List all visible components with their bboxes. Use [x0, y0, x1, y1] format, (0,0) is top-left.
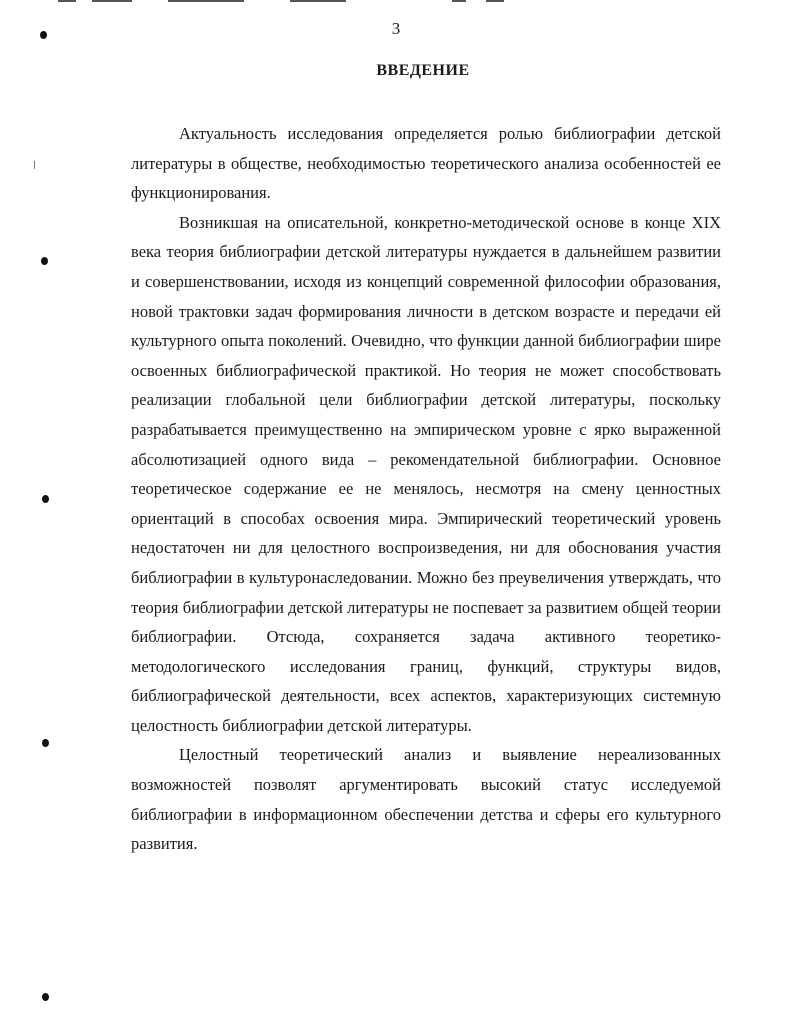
punch-hole-mark: [42, 739, 49, 747]
scan-artifact-tick: [34, 161, 35, 169]
scan-artifact-line: [92, 0, 132, 2]
punch-hole-mark: [41, 257, 48, 265]
section-title: ВВЕДЕНИЕ: [376, 62, 470, 79]
page-number: 3: [391, 19, 401, 38]
body-text: [131, 119, 721, 859]
scan-artifact-line: [168, 0, 244, 2]
paragraph: Целостный теоретический анализ и выявление нереализованных возможностей позволят аргументировать высокий статус исследуемой библиографии в информационном обеспечении детства и сферы его культурного развития.: [131, 745, 721, 854]
scan-artifact-line: [290, 0, 346, 2]
punch-hole-mark: [42, 495, 49, 503]
scan-artifact-line: [486, 0, 504, 2]
scan-artifact-line: [58, 0, 76, 2]
paragraph: Актуальность исследования определяется ролью библиографии детской литературы в обществе, необходимостью теоретического анализа особенностей ее функционирования.: [131, 124, 721, 203]
scan-artifact-line: [452, 0, 466, 2]
paragraph: Возникшая на описательной, конкретно-методической основе в конце XIX века теория библиографии детской литературы нуждается в дальнейшем развитии и совершенствовании, исходя из концепций современной философии образования, новой трактовки задач формирования личности в детском возрасте и передачи ей культурного опыта поколений. Очевидно, что функции данной библиографии шире освоенных библиографической практикой. Но теория не может способствовать реализации глобальной цели библиографии детской литературы, поскольку разрабатывается преимущественно на эмпирическом уровне с ярко выраженной абсолютизацией одного вида – рекомендательной библиографии. Основное теоретическое содержание ее не менялось, несмотря на смену ценностных ориентаций в способах освоения мира. Эмпирический теоретический уровень недостаточен ни для целостного воспроизведения, ни для обоснования участия библиографии в культуронаследовании. Можно без преувеличения утверждать, что теория библиографии детской литературы не поспевает за развитием общей теории библиографии. Отсюда, сохраняется задача активного теоретико-методологического исследования границ, функций, структуры видов, библиографической деятельности, всех аспектов, характеризующих системную целостность библиографии детской литературы.: [131, 212, 721, 735]
punch-hole-mark: [42, 993, 49, 1001]
